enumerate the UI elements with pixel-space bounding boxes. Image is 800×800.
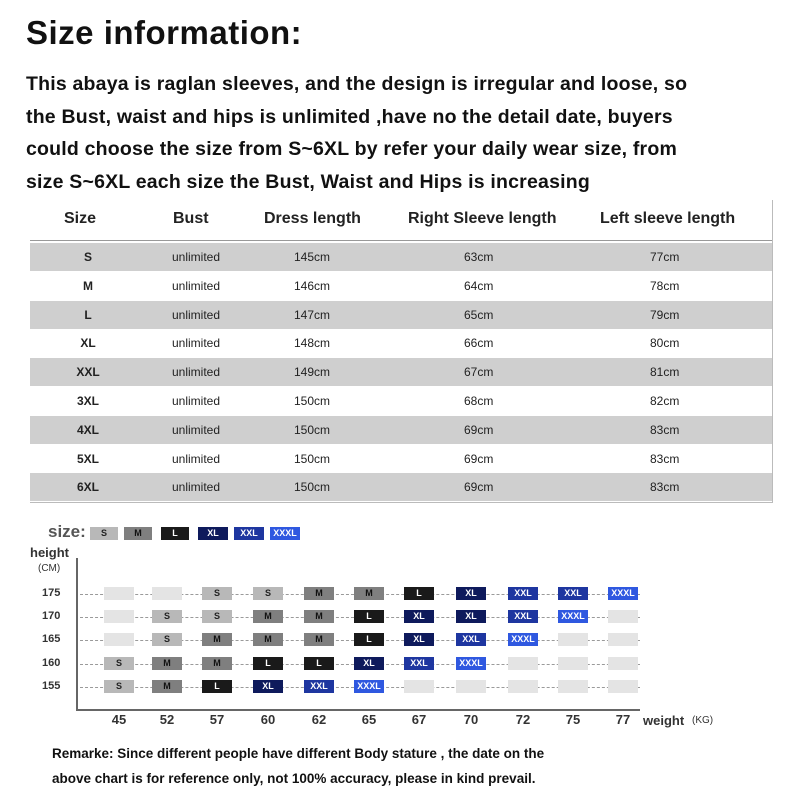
legend-swatch-m: M [124,527,152,540]
empty-cell [558,633,588,646]
cell-left-sleeve: 81cm [650,365,680,380]
cell-left-sleeve: 80cm [650,336,680,351]
size-cell: M [152,680,182,693]
y-tick-label: 160 [42,657,61,669]
x-tick-label: 67 [411,712,427,727]
size-cell: XXXL [354,680,384,693]
cell-bust: unlimited [172,480,221,495]
x-axis-unit: (KG) [692,715,714,726]
empty-cell [104,610,134,623]
cell-bust: unlimited [172,250,221,264]
cell-size: M [83,278,93,293]
x-tick-label: 77 [615,712,631,727]
table-row [30,243,772,271]
empty-cell [456,680,486,693]
x-tick-label: 72 [515,712,531,727]
cell-dress-length: 150cm [294,394,331,408]
legend-swatch-xxxl: XXXL [270,527,300,540]
table-row [30,301,772,329]
empty-cell [104,633,134,646]
size-cell: M [202,657,232,670]
intro-line: could choose the size from S~6XL by refer your daily wear size, from [26,138,677,160]
size-cell: S [253,587,283,600]
legend-label: size: [48,522,86,541]
legend-swatch-s: S [90,527,118,540]
size-cell: XL [404,610,434,623]
remark-line: above chart is for reference only, not 100% accuracy, please in kind prevail. [52,771,536,786]
cell-size: XXL [76,365,100,380]
size-cell: L [354,633,384,646]
cell-left-sleeve: 83cm [650,451,680,466]
empty-cell [608,680,638,693]
intro-line: This abaya is raglan sleeves, and the design is irregular and loose, so [26,73,688,95]
cell-right-sleeve: 63cm [464,250,494,264]
cell-dress-length: 150cm [294,480,331,495]
size-cell: XL [253,680,283,693]
table-row [30,473,772,501]
size-table [30,200,773,503]
cell-right-sleeve: 68cm [464,394,494,408]
empty-cell [608,633,638,646]
size-cell: XXL [304,680,334,693]
size-cell: M [152,657,182,670]
size-cell: L [253,657,283,670]
cell-size: XL [80,336,96,351]
size-cell: S [104,680,134,693]
empty-cell [508,657,538,670]
cell-bust: unlimited [172,451,221,466]
cell-bust: unlimited [172,336,221,351]
table-row [30,272,772,300]
size-cell: M [202,633,232,646]
cell-dress-length: 148cm [294,336,331,351]
x-tick-label: 57 [209,712,225,727]
y-tick-label: 175 [42,587,61,599]
cell-size: 5XL [76,451,100,466]
table-row [30,387,772,415]
y-tick-label: 165 [42,633,61,645]
cell-dress-length: 150cm [294,422,331,437]
cell-size: 4XL [76,422,100,437]
header-right-sleeve: Right Sleeve length [408,210,557,227]
size-cell: M [304,610,334,623]
size-cell: XXL [456,633,486,646]
cell-size: 6XL [76,480,100,495]
size-cell: S [104,657,134,670]
cell-left-sleeve: 78cm [650,278,680,293]
cell-right-sleeve: 66cm [464,336,494,351]
table-row [30,358,772,386]
y-tick-label: 155 [42,680,61,692]
table-row [30,416,772,444]
size-cell: S [152,610,182,623]
size-cell: L [404,587,434,600]
size-cell: M [304,587,334,600]
empty-cell [608,657,638,670]
legend-swatch-l: L [161,527,189,540]
empty-cell [104,587,134,600]
table-divider [30,240,772,241]
cell-left-sleeve: 77cm [650,250,680,264]
empty-cell [608,610,638,623]
cell-dress-length: 146cm [294,278,331,293]
cell-left-sleeve: 83cm [650,422,680,437]
size-cell: L [304,657,334,670]
size-cell: L [202,680,232,693]
size-cell: L [354,610,384,623]
cell-bust: unlimited [172,365,221,380]
size-cell: M [253,633,283,646]
size-cell: XXL [558,587,588,600]
size-cell: M [354,587,384,600]
size-cell: XL [456,610,486,623]
x-axis-line [76,709,640,711]
x-tick-label: 70 [463,712,479,727]
y-axis-line [76,558,78,710]
cell-bust: unlimited [172,307,221,322]
cell-dress-length: 149cm [294,365,331,380]
cell-bust: unlimited [172,278,221,293]
cell-bust: unlimited [172,422,221,437]
cell-left-sleeve: 83cm [650,480,680,495]
cell-right-sleeve: 69cm [464,480,494,495]
header-left-sleeve: Left sleeve length [600,210,736,227]
remark-line: Remarke: Since different people have different Body stature , the date on the [52,746,545,761]
size-cell: XXL [508,587,538,600]
remark-text [52,741,544,791]
x-tick-label: 45 [111,712,127,727]
legend-swatch-xxl: XXL [234,527,264,540]
header-dress-length: Dress length [264,210,361,227]
cell-right-sleeve: 67cm [464,365,494,380]
size-cell: XXL [508,610,538,623]
y-axis-label: height [30,545,69,560]
empty-cell [152,587,182,600]
cell-right-sleeve: 69cm [464,451,494,466]
x-tick-label: 52 [159,712,175,727]
y-tick-label: 170 [42,610,61,622]
intro-line: size S~6XL each size the Bust, Waist and Hips is increasing [26,170,590,193]
cell-bust: unlimited [172,394,221,408]
empty-cell [558,680,588,693]
x-tick-label: 75 [565,712,581,727]
cell-dress-length: 150cm [294,451,331,466]
cell-right-sleeve: 65cm [464,307,494,322]
cell-size: L [84,307,92,322]
empty-cell [508,680,538,693]
size-cell: XL [354,657,384,670]
size-cell: XL [456,587,486,600]
size-cell: M [304,633,334,646]
size-cell: M [253,610,283,623]
table-header [30,200,772,240]
page-title: Size information: [26,14,303,51]
x-tick-label: 60 [260,712,276,727]
y-axis-unit: (CM) [38,563,61,574]
size-cell: S [202,610,232,623]
size-cell: XXXL [508,633,538,646]
table-row [30,445,772,473]
cell-size: S [83,250,93,264]
intro-line: the Bust, waist and hips is unlimited ,have no the detail date, buyers [26,105,673,128]
size-cell: S [202,587,232,600]
cell-dress-length: 145cm [294,250,331,264]
x-axis-label: weight [643,713,685,728]
x-tick-label: 65 [361,712,377,727]
cell-size: 3XL [76,394,100,408]
size-cell: XXXL [608,587,638,600]
table-row [30,329,772,357]
size-cell: S [152,633,182,646]
cell-dress-length: 147cm [294,307,331,322]
cell-right-sleeve: 69cm [464,422,494,437]
legend-swatch-xl: XL [198,527,228,540]
empty-cell [558,657,588,670]
empty-cell [404,680,434,693]
intro-text [26,68,796,198]
cell-left-sleeve: 82cm [650,394,680,408]
cell-left-sleeve: 79cm [650,307,680,322]
size-cell: XXXL [558,610,588,623]
x-tick-label: 62 [311,712,327,727]
header-size: Size [64,210,97,227]
size-cell: XXXL [456,657,486,670]
cell-right-sleeve: 64cm [464,278,494,293]
size-cell: XL [404,633,434,646]
header-bust: Bust [173,210,209,227]
size-cell: XXL [404,657,434,670]
